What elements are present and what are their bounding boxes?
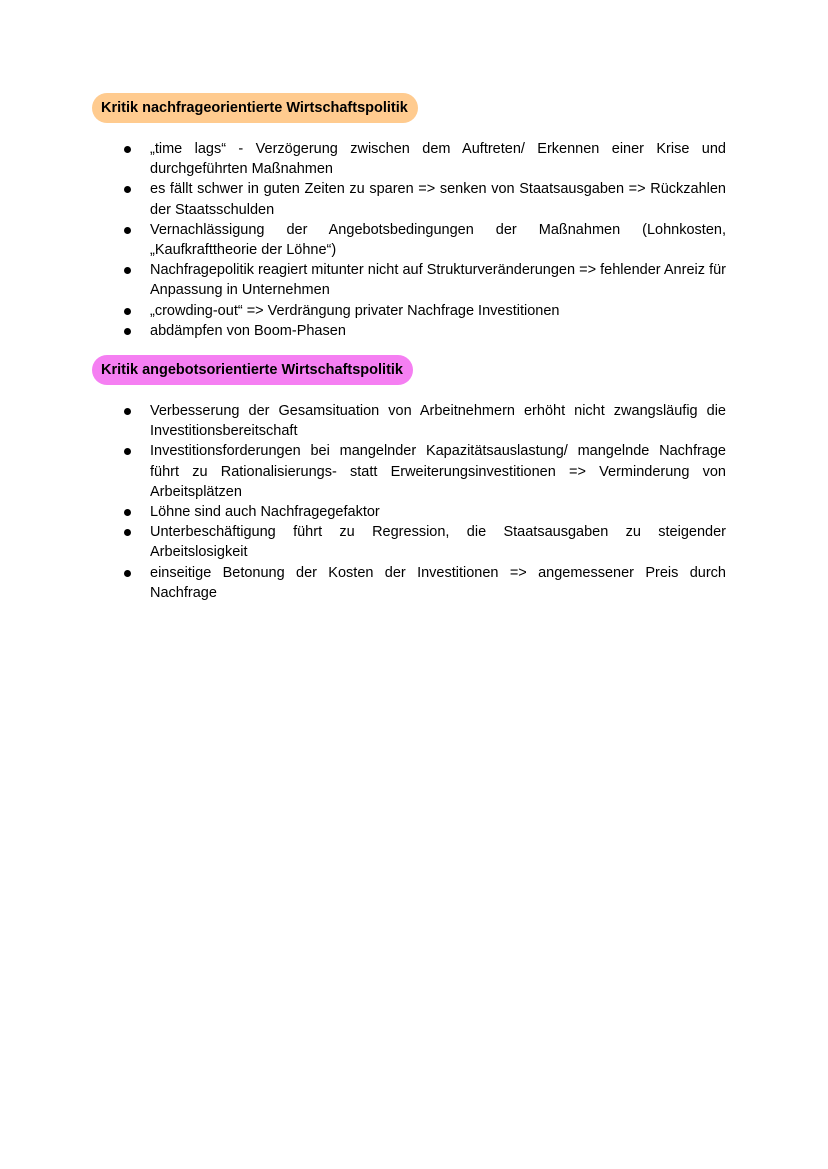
list-item-text: Löhne sind auch Nachfragegefaktor <box>150 504 380 521</box>
list-item <box>150 401 726 441</box>
bullet-icon <box>124 529 131 536</box>
bullet-icon <box>124 509 131 516</box>
list-item <box>150 441 726 502</box>
bullet-icon <box>124 408 131 415</box>
list-item <box>150 260 726 300</box>
bullet-list <box>150 139 726 341</box>
list-item-text: „crowding-out“ => Verdrängung privater Nachfrage Investitionen <box>150 302 560 319</box>
section-demand-policy-critique <box>92 93 728 341</box>
list-item-text: Investitionsforderungen bei mangelnder Kapazitätsauslastung/ mangelnde Nachfrage führt zu Rationalisierungs- statt Erweiterungsinvestitionen => Verminderung von Arbeitsplätzen <box>150 443 726 500</box>
list-item-text: Verbesserung der Gesamsituation von Arbeitnehmern erhöht nicht zwangsläufig die Investitionsbereitschaft <box>150 403 726 440</box>
bullet-icon <box>124 146 131 153</box>
section-heading: Kritik angebotsorientierte Wirtschaftspolitik <box>92 355 413 385</box>
bullet-icon <box>124 186 131 193</box>
section-heading: Kritik nachfrageorientierte Wirtschaftspolitik <box>92 93 418 123</box>
list-item <box>150 179 726 219</box>
bullet-list <box>150 401 726 603</box>
list-item-text: „time lags“ - Verzögerung zwischen dem Auftreten/ Erkennen einer Krise und durchgeführten Maßnahmen <box>150 141 726 178</box>
bullet-icon <box>124 227 131 234</box>
bullet-icon <box>124 328 131 335</box>
list-item-text: Nachfragepolitik reagiert mitunter nicht auf Strukturveränderungen => fehlender Anreiz für Anpassung in Unternehmen <box>150 262 726 299</box>
bullet-icon <box>124 570 131 577</box>
bullet-icon <box>124 308 131 315</box>
list-item-text: Unterbeschäftigung führt zu Regression, die Staatsausgaben zu steigender Arbeitslosigkeit <box>150 524 726 561</box>
bullet-icon <box>124 448 131 455</box>
list-item-text: es fällt schwer in guten Zeiten zu sparen => senken von Staatsausgaben => Rückzahlen der Staatsschulden <box>150 181 726 218</box>
list-item-text: einseitige Betonung der Kosten der Investitionen => angemessener Preis durch Nachfrage <box>150 564 726 601</box>
list-item-text: abdämpfen von Boom-Phasen <box>150 322 346 339</box>
list-item <box>150 321 726 341</box>
list-item <box>150 139 726 179</box>
list-item-text: Vernachlässigung der Angebotsbedingungen der Maßnahmen (Lohnkosten, „Kaufkrafttheorie der Löhne“) <box>150 221 726 259</box>
bullet-icon <box>124 267 131 274</box>
list-item <box>150 220 726 260</box>
list-item <box>150 563 726 603</box>
list-item <box>150 301 726 321</box>
list-item <box>150 522 726 562</box>
section-supply-policy-critique <box>92 355 728 603</box>
list-item <box>150 502 726 522</box>
